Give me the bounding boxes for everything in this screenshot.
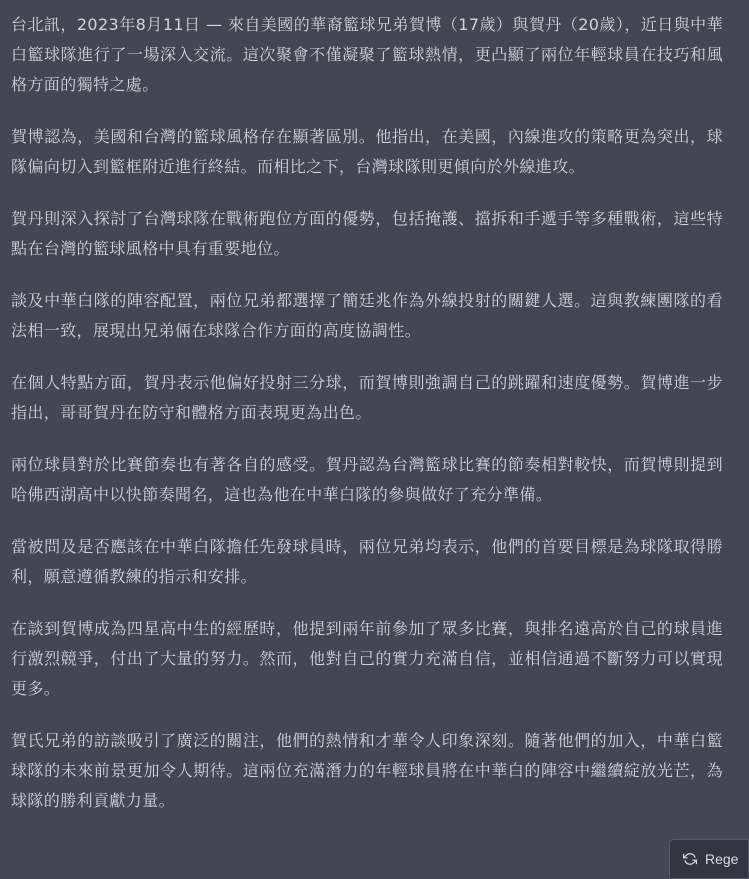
paragraph-3: 賀丹則深入探討了台灣球隊在戰術跑位方面的優勢，包括掩護、擋拆和手遞手等多種戰術，這些特點在台灣的籃球風格中具有重要地位。 bbox=[11, 209, 723, 258]
paragraph-2: 賀博認為，美國和台灣的籃球風格存在顯著區別。他指出，在美國，內線進攻的策略更為突出，球隊偏向切入到籃框附近進行終結。而相比之下，台灣球隊則更傾向於外線進攻。 bbox=[11, 127, 723, 176]
regenerate-button[interactable] bbox=[669, 839, 749, 879]
regenerate-button-label: Rege bbox=[705, 851, 739, 867]
response-message bbox=[11, 10, 723, 838]
paragraph-6: 兩位球員對於比賽節奏也有著各自的感受。賀丹認為台灣籃球比賽的節奏相對較快，而賀博則提到哈佛西湖高中以快節奏聞名，這也為他在中華白隊的參與做好了充分準備。 bbox=[11, 455, 723, 504]
paragraph-1: 台北訊，2023年8月11日 — 來自美國的華裔籃球兄弟賀博（17歲）與賀丹（20歲），近日與中華白籃球隊進行了一場深入交流。這次聚會不僅凝聚了籃球熱情，更凸顯了兩位年輕球員在技巧和風格方面的獨特之處。 bbox=[11, 15, 723, 94]
paragraph-8: 在談到賀博成為四星高中生的經歷時，他提到兩年前參加了眾多比賽，與排名遠高於自己的球員進行激烈競爭，付出了大量的努力。然而，他對自己的實力充滿自信，並相信通過不斷努力可以實現更多。 bbox=[11, 619, 723, 698]
paragraph-5: 在個人特點方面，賀丹表示他偏好投射三分球，而賀博則強調自己的跳躍和速度優勢。賀博進一步指出，哥哥賀丹在防守和體格方面表現更為出色。 bbox=[11, 373, 723, 422]
paragraph-9: 賀氏兄弟的訪談吸引了廣泛的關注，他們的熱情和才華令人印象深刻。隨著他們的加入，中華白籃球隊的未來前景更加令人期待。這兩位充滿潛力的年輕球員將在中華白的陣容中繼續綻放光芒，為球隊的勝利貢獻力量。 bbox=[11, 731, 723, 810]
paragraph-4: 談及中華白隊的陣容配置，兩位兄弟都選擇了簡廷兆作為外線投射的關鍵人選。這與教練團隊的看法相一致，展現出兄弟倆在球隊合作方面的高度協調性。 bbox=[11, 291, 723, 340]
refresh-icon bbox=[683, 852, 697, 866]
paragraph-7: 當被問及是否應該在中華白隊擔任先發球員時，兩位兄弟均表示，他們的首要目標是為球隊取得勝利，願意遵循教練的指示和安排。 bbox=[11, 537, 723, 586]
